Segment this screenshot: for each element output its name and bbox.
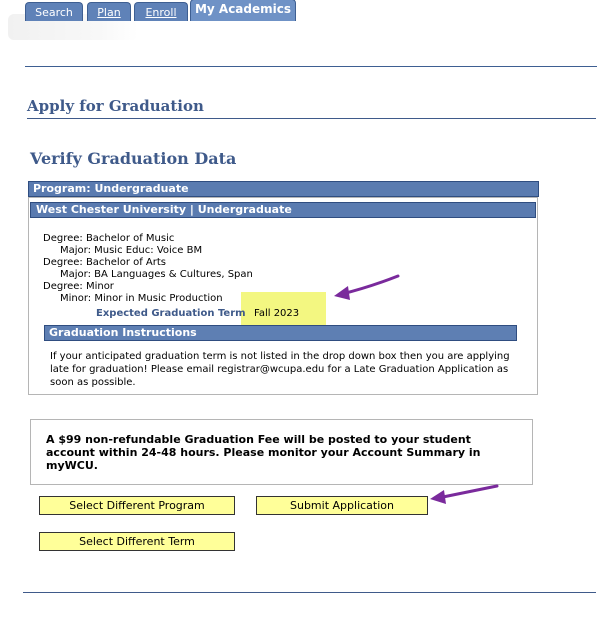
instructions-header: Graduation Instructions xyxy=(44,325,517,341)
tab-enroll[interactable]: Enroll xyxy=(134,2,188,21)
arrowhead-icon xyxy=(334,286,350,300)
major-line: Major: BA Languages & Cultures, Span xyxy=(60,269,253,280)
university-header: West Chester University | Undergraduate xyxy=(30,202,536,218)
instructions-text: If your anticipated graduation term is not listed in the drop down box then you are applying late for graduation! Please email registrar@wcupa.edu for a Late Graduation Application as soon as possible. xyxy=(50,351,510,388)
degree-line: Degree: Bachelor of Arts xyxy=(43,257,167,268)
arrow-icon xyxy=(342,276,398,294)
page-title: Apply for Graduation xyxy=(27,97,204,115)
tab-my-academics[interactable]: My Academics xyxy=(190,0,296,21)
select-different-term-button[interactable]: Select Different Term xyxy=(39,532,235,551)
expected-term-value: Fall 2023 xyxy=(254,308,300,319)
tab-search[interactable]: Search xyxy=(25,2,83,21)
fee-notice-text: A $99 non-refundable Graduation Fee will be posted to your student account within 24-48 hours. Please monitor your Account Summary in myWCU. xyxy=(46,433,481,472)
select-different-program-button[interactable]: Select Different Program xyxy=(39,496,235,515)
program-header: Program: Undergraduate xyxy=(28,181,539,197)
degree-line: Degree: Bachelor of Music xyxy=(43,233,175,244)
arrow-icon xyxy=(438,486,497,498)
arrowhead-icon xyxy=(430,490,446,504)
major-line: Major: Music Educ: Voice BM xyxy=(60,245,203,256)
minor-line: Minor: Minor in Music Production xyxy=(60,293,223,304)
submit-application-button[interactable]: Submit Application xyxy=(256,496,428,515)
section-title: Verify Graduation Data xyxy=(30,149,237,168)
degree-line: Degree: Minor xyxy=(43,281,114,292)
tab-plan[interactable]: Plan xyxy=(87,2,131,21)
expected-term-label: Expected Graduation Term xyxy=(96,308,246,319)
